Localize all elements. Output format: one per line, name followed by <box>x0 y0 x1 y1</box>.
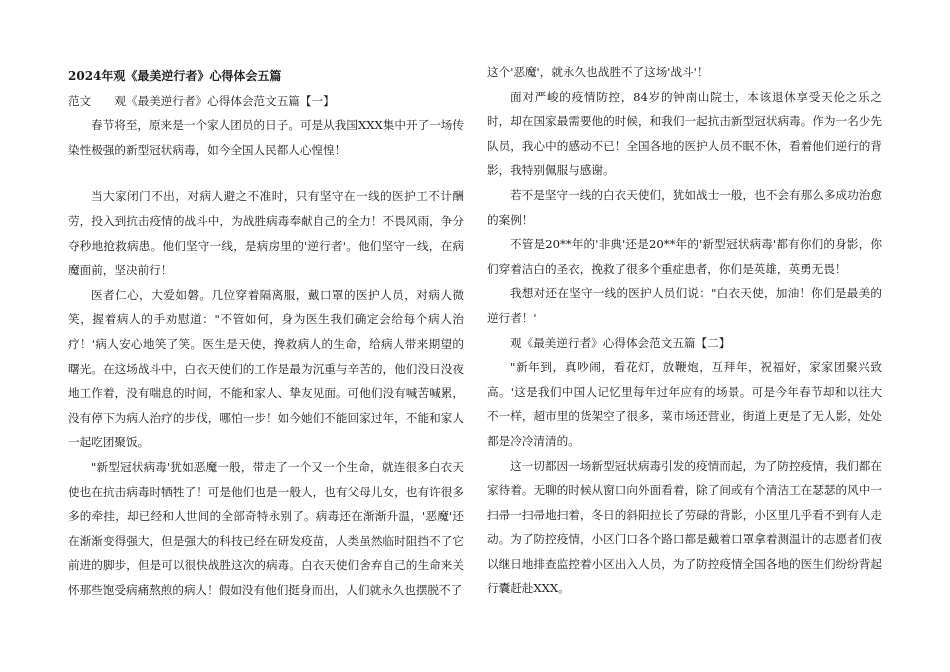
paragraph: "新型冠状病毒'犹如恶魔一般，带走了一个又一个生命，就连很多白衣天使也在抗击病毒时牺牲了！可是他们也是一般人，也有父母儿女，也有许很多多的牵挂，却已经和人世间的全部奇特永别了。病毒还在渐渐升温，'恶魔'还在渐渐变得强大，但是强大的科技已经在研发疫苗，人类虽然临时阻挡不了它前进的脚步，但是可以很快战胜这次的病毒。白衣天使们舍弃自己的生命来关怀那些饱受病痛熬煎的病人！假如没有他们挺身而出，人们就永久也摆脱不了 <box>68 459 464 597</box>
paragraph: 面对严峻的疫情防控，84岁的钟南山院士，本该退休享受天伦之乐之时，却在国家最需要他的时候，和我们一起抗击新型冠状病毒。作为一名少先队员，我心中的感动不已！全国各地的医护人员不眠不休，看着他们逆行的背影，我特别佩服与感谢。 <box>487 89 882 178</box>
document-title: 2024年观《最美逆行者》心得体会五篇 <box>68 69 282 83</box>
paragraph: 若不是坚守一线的白衣天使们，犹如战士一般，也不会有那么多成功治愈的案例！ <box>487 187 882 227</box>
paragraph: 不管是20**年的'非典'还是20**年的'新型冠状病毒'都有你们的身影，你们穿着洁白的圣衣，挽救了很多个重症患者，你们是英雄，英勇无畏！ <box>487 237 882 276</box>
paragraph-gap <box>68 162 464 184</box>
paragraph: 医者仁心，大爱如磐。几位穿着隔离服，戴口罩的医护人员，对病人微笑，握着病人的手劝慰道："不管如何，身为医生我们确定会给每个病人治疗！'病人安心地笑了笑。医生是天使，搀救病人的生命，给病人带来期望的曙光。在这场战斗中，白衣天使们的工作是最为沉重与辛苦的，他们没日没夜地工作着，没有喘息的时间，不能和家人、挚友见面。可他们没有喊苦喊累，没有停下为病人治疗的步伐，哪怕一步！如今她们不能回家过年，不能和家人一起吃团聚饭。 <box>68 287 464 450</box>
paragraph: 春节将至，原来是一个家人团员的日子。可是从我国XXX集中开了一场传染性极强的新型冠状病毒，如今全国人民都人心惶惶！ <box>68 118 464 157</box>
paragraph: 我想对还在坚守一线的医护人员们说："白衣天使，加油！你们是最美的逆行者！' <box>487 286 882 325</box>
paragraph: "新年到，真吵闹，看花灯，放鞭炮，互拜年，祝福好，家家团聚兴致高。'这是我们中国人记忆里每年过年应有的场景。可是今年春节却和以往大不一样，超市里的货架空了很多，菜市场还营业，街道上更是了无人影，处处都是冷冷清清的。 <box>487 360 882 448</box>
paragraph-continuation: 这个'恶魔'，就永久也战胜不了这场'战斗'！ <box>487 65 709 79</box>
paragraph: 这一切都因一场新型冠状病毒引发的疫情而起，为了防控疫情，我们都在家待着。无聊的时候从窗口向外面看着，除了间或有个清洁工在瑟瑟的风中一扫帚一扫帚地扫着，冬日的斜阳拉长了劳碌的背影，小区里几乎看不到有人走动。为了防控疫情，小区门口各个路口都是戴着口罩拿着测温计的志愿者们夜以继日地排查监控着小区出入人员，为了防控疫情全国各地的医生们纷纷背起行囊赶赴XXX。 <box>487 458 882 596</box>
left-column <box>68 60 464 602</box>
right-column <box>487 60 882 601</box>
section-heading-two: 观《最美逆行者》心得体会范文五篇【二】 <box>510 335 731 350</box>
section-heading-one: 范文 观《最美逆行者》心得体会范文五篇【一】 <box>68 93 335 108</box>
paragraph: 当大家闭门不出，对病人避之不准时，只有坚守在一线的医护工不计酬劳，投入到抗击疫情的战斗中，为战胜病毒奉献自己的全力！不畏风雨，争分夺秒地抢救病患。他们坚守一线，是病房里的'逆行者'。他们坚守一线，在病魔面前，坚决前行！ <box>68 189 464 278</box>
